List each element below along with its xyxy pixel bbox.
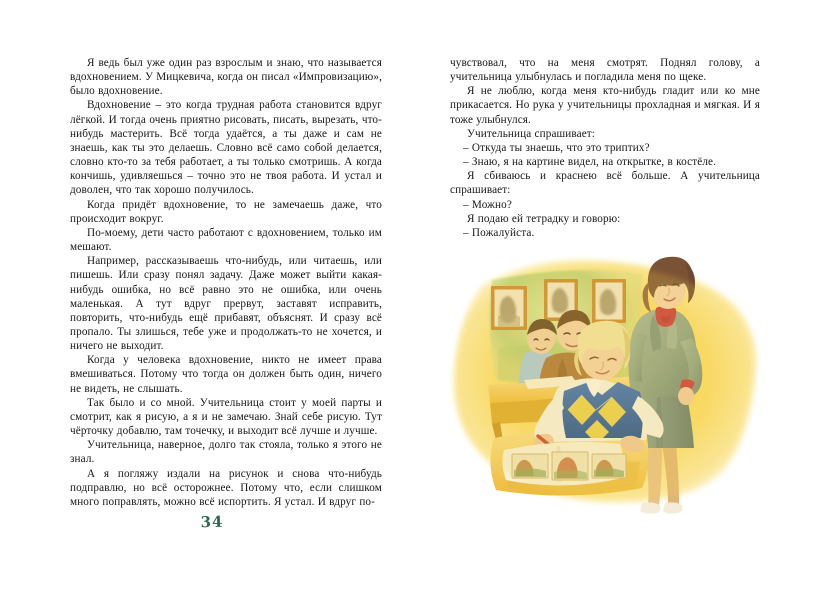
paragraph: Когда придёт вдохновение, то не замечаешь даже, что происходит вокруг. (70, 198, 382, 225)
paragraph: Учительница, наверное, долго так стояла, только я этого не знал. (70, 439, 382, 466)
paragraph: Я не люблю, когда меня кто-нибудь гладит или ко мне прикасается. Но рука у учительницы прохладная и мягкая. И я тоже улыбнулся. (450, 85, 760, 126)
page-number: 34 (200, 512, 224, 532)
dialogue-line: – Откуда ты знаешь, что это триптих? (463, 141, 650, 154)
paragraph: Я ведь был уже один раз взрослым и знаю, что называется вдохновением. У Мицкевича, когда он писал «Импровизацию», было вдохновение. (70, 57, 382, 98)
paragraph: Например, рассказываешь что-нибудь, или читаешь, или пишешь. Или сразу понял задачу. Даже может выйти какая-нибудь ошибка, но всё равно это не ошибка, или очень маленькая. А тут вдруг прервут, заставят исправить, повторить, что-нибудь ещё прибавят, объяснят. И сразу всё пропало. Ты злишься, тебе уже и продолжать-то не хочется, и ничего не выходит. (70, 255, 382, 353)
paragraph: По-моему, дети часто работают с вдохновением, только им мешают. (70, 226, 382, 254)
paragraph: Вдохновение – это когда трудная работа становится вдруг лёгкой. И тогда очень приятно рисовать, писать, вырезать, что-нибудь мастерить. Всё тогда удаётся, а ты даже и сам не знаешь, как ты это делаешь. Словно всё само собой делается, словно кто-то за тебя работает, а ты только смотришь. А когда кончишь, удивляешься – точно это не твоя работа. И устал и доволен, что так хорошо получилось. (70, 99, 382, 197)
paragraph: А я погляжу издали на рисунок и снова что-нибудь подправлю, но всё осторожнее. Потому что, если слишком много поправлять, можно всё испортить. Я устал. И вдруг по- (70, 467, 382, 508)
classroom-illustration (446, 252, 766, 524)
dialogue-line: – Можно? (463, 198, 512, 211)
wash-overlay (453, 265, 751, 500)
paragraph: чувствовал, что на меня смотрят. Поднял голову, а учительница улыбнулась и погладила меня по щеке. (450, 57, 760, 84)
dialogue-line: – Знаю, я на картине видел, на открытке, в костёле. (463, 156, 717, 169)
right-text-column (450, 56, 760, 240)
paragraph: Так было и со мной. Учительница стоит у моей парты и смотрит, как я рисую, а я и не замечаю. Знай себе рисую. Тут чёрточку добавлю, там точечку, и выходит всё лучше и лучше. (70, 396, 382, 438)
paragraph: Я подаю ей тетрадку и говорю: (467, 212, 621, 225)
paragraph: Когда у человека вдохновение, никто не имеет права вмешиваться. Потому что тогда он должен быть один, ничего не видеть, не слышать. (70, 354, 382, 395)
left-text-column (70, 56, 382, 509)
paragraph: Учительница спрашивает: (467, 127, 596, 140)
illustration-svg (446, 252, 766, 524)
dialogue-line: – Пожалуйста. (463, 226, 535, 239)
paragraph: Я сбиваюсь и краснею всё больше. А учительница спрашивает: (450, 170, 760, 197)
